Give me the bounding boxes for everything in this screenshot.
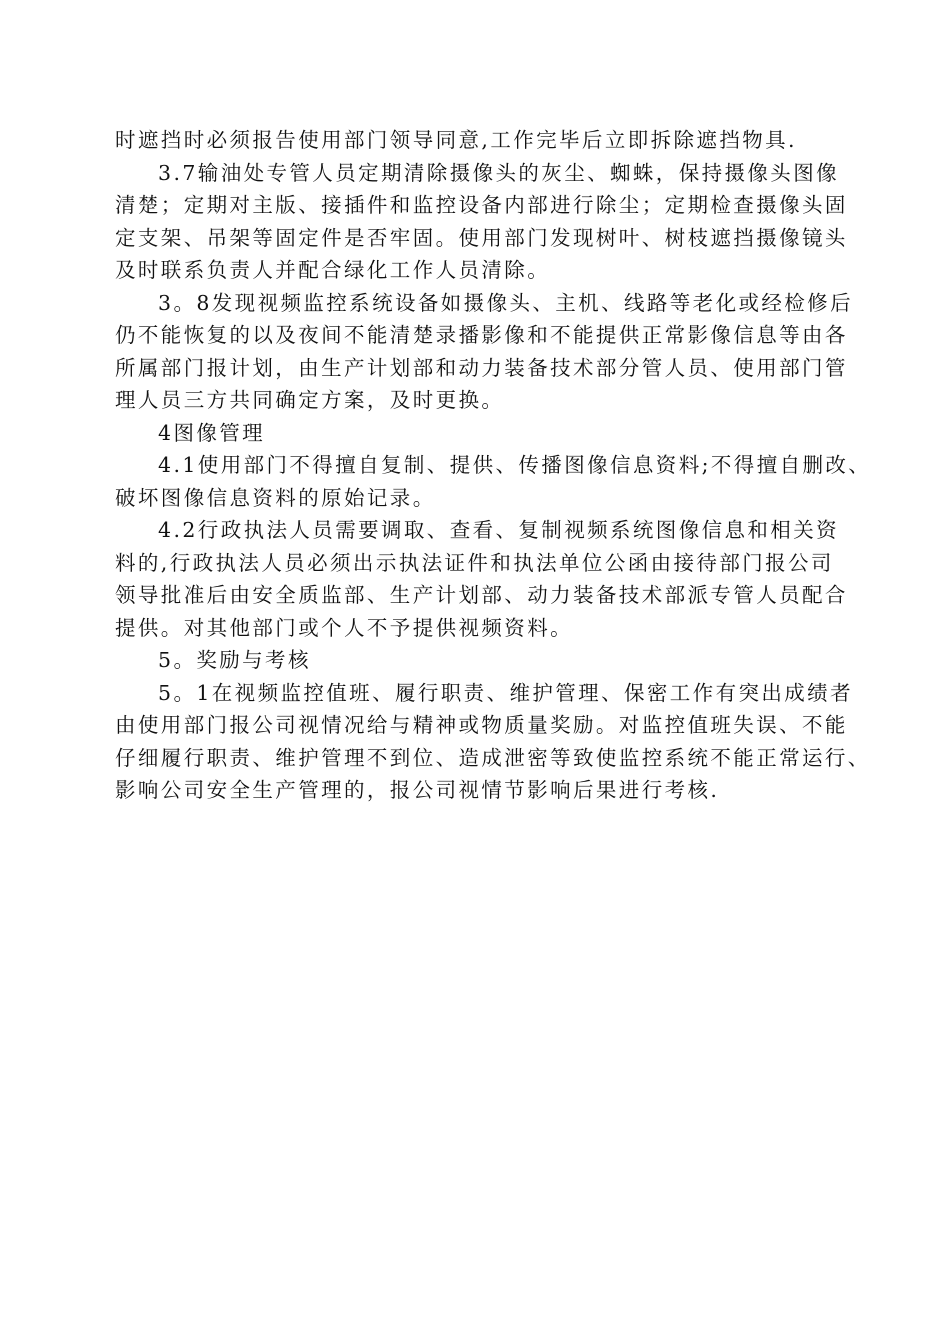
text-line: 理人员三方共同确定方案，及时更换。 [115, 388, 505, 412]
document-body [115, 124, 872, 807]
text-line: 提供。对其他部门或个人不予提供视频资料。 [115, 615, 573, 640]
text-line: 时遮挡时必须报告使用部门领导同意,工作完毕后立即拆除遮挡物具. [115, 128, 797, 152]
section-4-heading: 4图像管理 [158, 420, 266, 445]
section-4-2-first-line: 4.2行政执法人员需要调取、查看、复制视频系统图像信息和相关资 [158, 518, 839, 542]
text-line: 由使用部门报公司视情况给与精神或物质量奖励。对监控值班失误、不能 [115, 713, 848, 737]
text-line: 仔细履行职责、维护管理不到位、造成泄密等致使监控系统不能正常运行、 [115, 745, 871, 770]
text-line: 所属部门报计划，由生产计划部和动力装备技术部分管人员、使用部门管 [115, 355, 848, 380]
text-line: 及时联系负责人并配合绿化工作人员清除。 [115, 258, 551, 282]
section-4-1-first-line: 4.1使用部门不得擅自复制、提供、传播图像信息资料;不得擅自删改、 [158, 453, 872, 477]
text-line: 料的,行政执法人员必须出示执法证件和执法单位公函由接待部门报公司 [115, 550, 834, 575]
text-line: 定支架、吊架等固定件是否牢固。使用部门发现树叶、树枝遮挡摄像镜头 [115, 225, 848, 250]
section-3-7-first-line: 3.7输油处专管人员定期清除摄像头的灰尘、蜘蛛，保持摄像头图像 [158, 160, 839, 185]
text-line: 清楚；定期对主版、接插件和监控设备内部进行除尘；定期检查摄像头固 [115, 193, 848, 217]
text-line: 破坏图像信息资料的原始记录。 [115, 485, 436, 510]
text-line: 影响公司安全生产管理的，报公司视情节影响后果进行考核. [115, 778, 720, 802]
section-3-8-first-line: 3。8发现视频监控系统设备如摄像头、主机、线路等老化或经检修后 [158, 290, 853, 315]
text-line: 仍不能恢复的以及夜间不能清楚录播影像和不能提供正常影像信息等由各 [115, 323, 848, 347]
text-line: 领导批准后由安全质监部、生产计划部、动力装备技术部派专管人员配合 [115, 583, 848, 607]
section-5-heading: 5。奖励与考核 [158, 648, 311, 672]
section-5-1-first-line: 5。1在视频监控值班、履行职责、维护管理、保密工作有突出成绩者 [158, 680, 853, 705]
